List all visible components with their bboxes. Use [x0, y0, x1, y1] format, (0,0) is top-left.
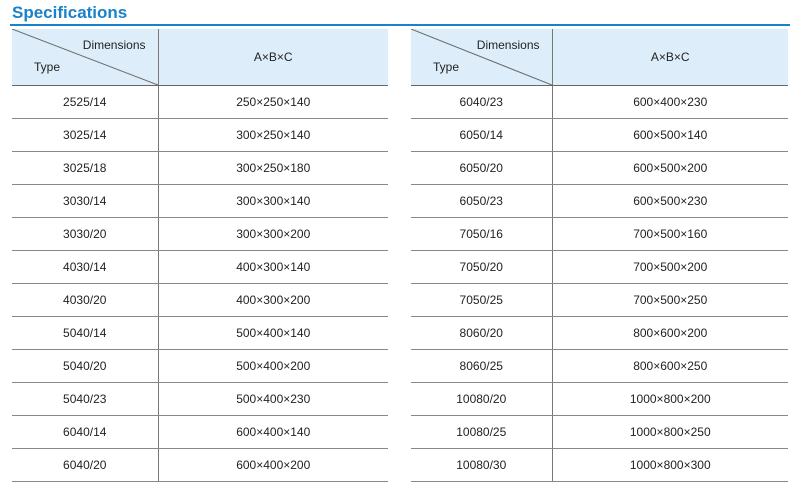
dimensions-cell: 1000×800×250: [552, 416, 788, 449]
type-cell: 6050/14: [411, 119, 552, 152]
dimensions-cell: 500×400×200: [158, 350, 388, 383]
dimensions-cell: 800×600×250: [552, 350, 788, 383]
dimensions-cell: 1000×800×300: [552, 449, 788, 482]
table-row: [12, 383, 388, 416]
type-cell: 6040/23: [411, 86, 552, 119]
type-cell: 8060/20: [411, 317, 552, 350]
type-cell: 5040/20: [12, 350, 158, 383]
table-row: [12, 317, 388, 350]
dimensions-cell: 800×600×200: [552, 317, 788, 350]
type-cell: 10080/25: [411, 416, 552, 449]
header-abc-label: A×B×C: [158, 29, 388, 86]
spec-table-left: [12, 29, 388, 482]
table-row: [12, 449, 388, 482]
dimensions-cell: 500×400×140: [158, 317, 388, 350]
dimensions-cell: 400×300×200: [158, 284, 388, 317]
type-cell: 3025/18: [12, 152, 158, 185]
table-row: [411, 152, 788, 185]
dimensions-cell: 600×500×140: [552, 119, 788, 152]
dimensions-cell: 300×300×140: [158, 185, 388, 218]
page-title: Specifications: [12, 3, 128, 22]
dimensions-cell: 500×400×230: [158, 383, 388, 416]
table-row: [411, 119, 788, 152]
header-dimensions-label: Dimensions: [476, 38, 540, 52]
type-cell: 3030/20: [12, 218, 158, 251]
table-row: [411, 317, 788, 350]
table-row: [12, 152, 388, 185]
table-row: [411, 86, 788, 119]
type-cell: 7050/20: [411, 251, 552, 284]
dimensions-cell: 700×500×250: [552, 284, 788, 317]
type-cell: 5040/14: [12, 317, 158, 350]
type-cell: 4030/20: [12, 284, 158, 317]
table-header-row: [12, 29, 388, 86]
dimensions-cell: 600×400×140: [158, 416, 388, 449]
type-cell: 4030/14: [12, 251, 158, 284]
type-cell: 8060/25: [411, 350, 552, 383]
type-cell: 3030/14: [12, 185, 158, 218]
type-cell: 6050/23: [411, 185, 552, 218]
dimensions-cell: 300×250×180: [158, 152, 388, 185]
table-row: [12, 350, 388, 383]
header-diagonal-cell: [12, 29, 158, 86]
table-row: [12, 185, 388, 218]
dimensions-cell: 300×300×200: [158, 218, 388, 251]
table-row: [411, 449, 788, 482]
dimensions-cell: 600×500×230: [552, 185, 788, 218]
type-cell: 6040/20: [12, 449, 158, 482]
type-cell: 10080/20: [411, 383, 552, 416]
dimensions-cell: 300×250×140: [158, 119, 388, 152]
table-row: [411, 383, 788, 416]
dimensions-cell: 250×250×140: [158, 86, 388, 119]
table-row: [12, 251, 388, 284]
dimensions-cell: 600×400×200: [158, 449, 388, 482]
table-row: [12, 119, 388, 152]
header-dimensions-label: Dimensions: [82, 38, 146, 52]
table-row: [411, 284, 788, 317]
table-row: [12, 284, 388, 317]
table-row: [12, 218, 388, 251]
header-type-label: Type: [34, 60, 61, 74]
type-cell: 6040/14: [12, 416, 158, 449]
header-abc-label: A×B×C: [552, 29, 788, 86]
type-cell: 7050/16: [411, 218, 552, 251]
header-type-label: Type: [433, 60, 460, 74]
type-cell: 3025/14: [12, 119, 158, 152]
type-cell: 6050/20: [411, 152, 552, 185]
table-header-row: [411, 29, 788, 86]
dimensions-cell: 700×500×160: [552, 218, 788, 251]
type-cell: 7050/25: [411, 284, 552, 317]
table-row: [411, 350, 788, 383]
dimensions-cell: 400×300×140: [158, 251, 388, 284]
type-cell: 2525/14: [12, 86, 158, 119]
dimensions-cell: 1000×800×200: [552, 383, 788, 416]
type-cell: 5040/23: [12, 383, 158, 416]
header-diagonal-cell: [411, 29, 552, 86]
table-row: [411, 185, 788, 218]
table-row: [12, 86, 388, 119]
table-row: [411, 218, 788, 251]
dimensions-cell: 600×400×230: [552, 86, 788, 119]
spec-table-left-body: [12, 29, 388, 482]
table-row: [411, 416, 788, 449]
table-row: [411, 251, 788, 284]
type-cell: 10080/30: [411, 449, 552, 482]
dimensions-cell: 600×500×200: [552, 152, 788, 185]
title-underline: [10, 24, 790, 26]
dimensions-cell: 700×500×200: [552, 251, 788, 284]
spec-table-right-body: [411, 29, 788, 482]
table-row: [12, 416, 388, 449]
spec-table-right: [411, 29, 788, 482]
